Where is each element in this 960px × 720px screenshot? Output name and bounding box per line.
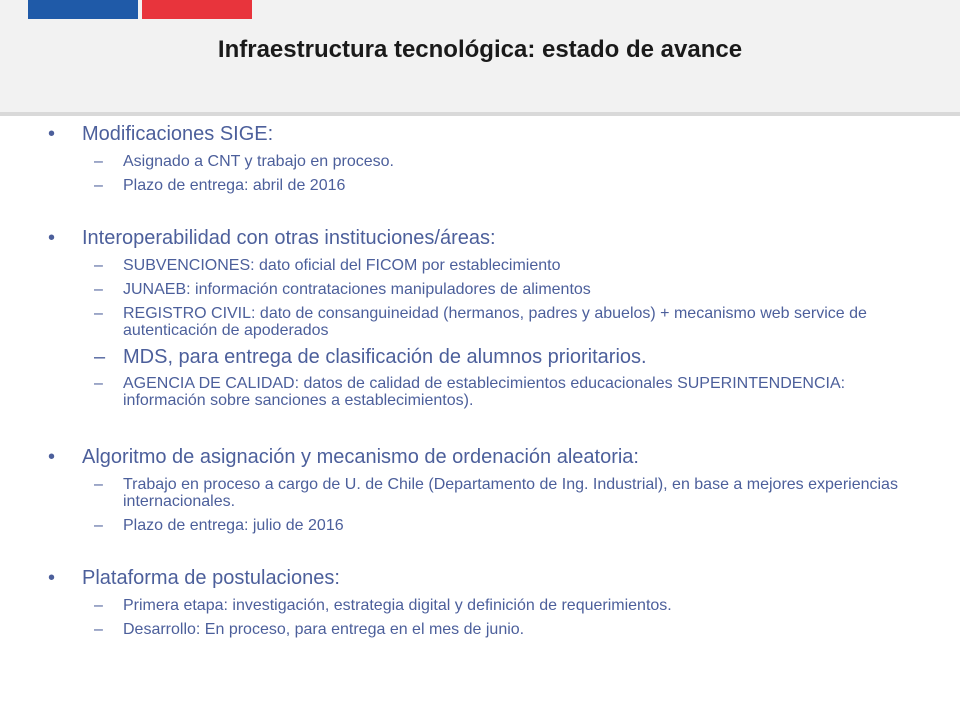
sub-item <box>48 597 928 614</box>
sub-item <box>48 346 928 368</box>
slide-title: Infraestructura tecnológica: estado de avance <box>217 36 743 63</box>
sub-item <box>48 621 928 638</box>
sub-item <box>48 257 928 274</box>
dash-icon: – <box>94 476 103 493</box>
sub-item <box>48 517 928 534</box>
section-plataforma <box>48 566 928 638</box>
dash-icon: – <box>94 177 103 194</box>
bullet-item <box>48 566 928 590</box>
dash-icon: – <box>94 621 103 638</box>
dash-icon: – <box>94 153 103 170</box>
bullet-item <box>48 226 928 250</box>
section-heading: Interoperabilidad con otras instituciones/áreas: <box>82 227 496 249</box>
dash-icon: – <box>94 257 103 274</box>
sub-item-text: Trabajo en proceso a cargo de U. de Chile (Departamento de Ing. Industrial), en base a mejores experiencias internacionales. <box>123 476 898 510</box>
slide-header <box>0 0 960 116</box>
dash-icon: – <box>94 305 103 322</box>
sub-item-text: REGISTRO CIVIL: dato de consanguineidad (hermanos, padres y abuelos) + mecanismo web service de autenticación de apoderados <box>123 305 867 339</box>
dash-icon: – <box>94 281 103 298</box>
sub-item-text: Desarrollo: En proceso, para entrega en el mes de junio. <box>123 621 525 638</box>
dash-icon: – <box>94 597 103 614</box>
section-heading: Modificaciones SIGE: <box>82 123 274 145</box>
section-algoritmo <box>48 445 928 534</box>
sub-item-text: SUBVENCIONES: dato oficial del FICOM por establecimiento <box>123 257 561 274</box>
sub-item-text: Plazo de entrega: julio de 2016 <box>123 517 344 534</box>
flag-stripe-red <box>142 0 252 19</box>
section-heading: Plataforma de postulaciones: <box>82 567 340 589</box>
sub-item-text: Plazo de entrega: abril de 2016 <box>123 177 346 194</box>
flag-stripe-blue <box>28 0 138 19</box>
sub-item <box>48 375 928 409</box>
sub-item <box>48 476 928 510</box>
bullet-dot-icon: • <box>48 123 56 145</box>
bullet-dot-icon: • <box>48 446 56 468</box>
sub-item <box>48 177 928 194</box>
bullet-dot-icon: • <box>48 227 56 249</box>
sub-item-text: MDS, para entrega de clasificación de alumnos prioritarios. <box>123 346 647 368</box>
bullet-dot-icon: • <box>48 567 56 589</box>
section-heading: Algoritmo de asignación y mecanismo de ordenación aleatoria: <box>82 446 639 468</box>
dash-icon: – <box>94 517 103 534</box>
slide-content <box>48 122 928 638</box>
sub-item <box>48 305 928 339</box>
sub-item-text: JUNAEB: información contrataciones manipuladores de alimentos <box>123 281 591 298</box>
sub-item <box>48 281 928 298</box>
dash-icon: – <box>94 346 106 368</box>
dash-icon: – <box>94 375 103 392</box>
sub-item-text: Asignado a CNT y trabajo en proceso. <box>123 153 394 170</box>
section-sige <box>48 122 928 194</box>
section-interoperabilidad <box>48 226 928 409</box>
sub-item-text: Primera etapa: investigación, estrategia digital y definición de requerimientos. <box>123 597 672 614</box>
sub-item-text: AGENCIA DE CALIDAD: datos de calidad de establecimientos educacionales SUPERINTENDENCIA: información sobre sanciones a establecimientos). <box>123 375 846 409</box>
bullet-item <box>48 122 928 146</box>
bullet-item <box>48 445 928 469</box>
sub-item <box>48 153 928 170</box>
